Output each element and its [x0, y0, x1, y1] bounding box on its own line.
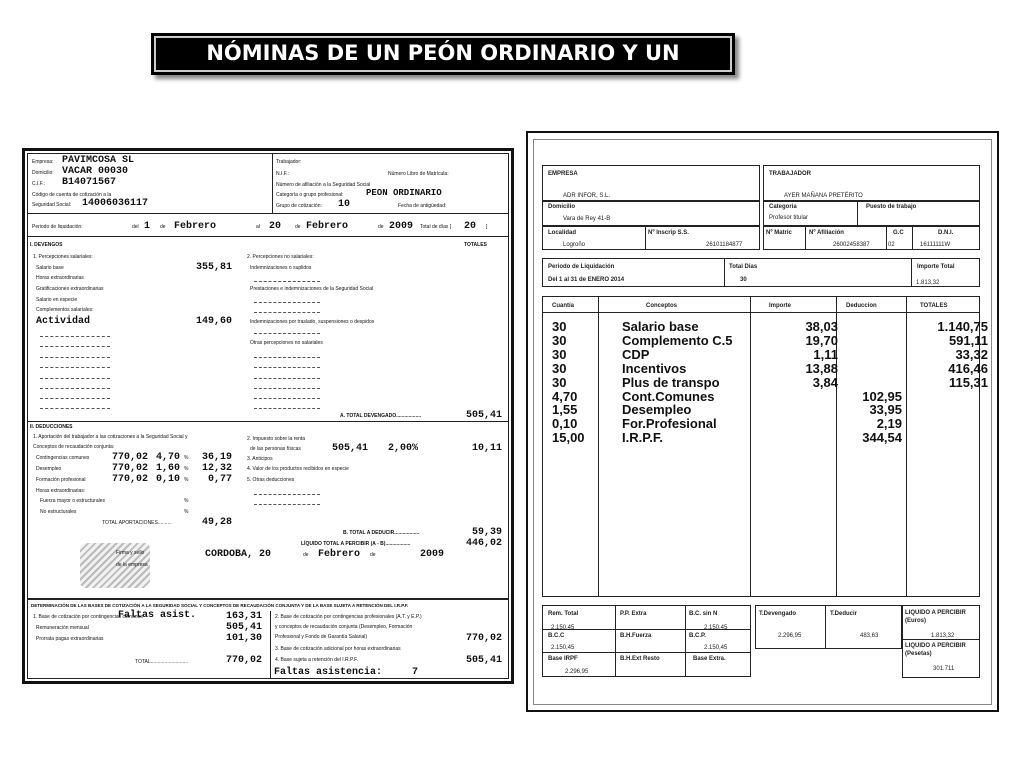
salario-base-label: Salario base — [36, 265, 64, 271]
importe-total-value: 1.813,32 — [916, 280, 940, 286]
contingencias-base: 770,02 — [112, 452, 149, 463]
row-importe: 13,88 — [805, 360, 838, 376]
dni-label: D.N.I. — [938, 230, 954, 236]
pct-sign: % — [184, 466, 189, 472]
liquido-pesetas-label: LIQUIDO A PERCIBIR — [905, 643, 966, 649]
row-cuantia: 15,00 — [552, 430, 585, 446]
inscripcion-value: 26101184877 — [706, 242, 743, 248]
base-cp-value: 770,02 — [465, 633, 502, 644]
row-deduccion: 344,54 — [862, 430, 902, 446]
base-extra-label: Base Extra. — [693, 656, 726, 662]
base-irpf-value: 505,41 — [465, 655, 502, 666]
grupo-label: Grupo de cotización: — [276, 203, 322, 209]
formacion-base: 770,02 — [112, 474, 149, 485]
rem-total-value: 2.150,45 — [551, 625, 575, 631]
bh-fuerza-label: B.H.Fuerza — [620, 633, 652, 639]
pct-sign: % — [184, 455, 189, 461]
grupo-value: 10 — [338, 199, 351, 210]
euros-label: (Euros) — [905, 618, 926, 624]
otras-deducciones-label: 5. Otras deducciones — [247, 477, 295, 483]
bcc-label: B.C.C — [548, 633, 565, 639]
pesetas-label: (Pesetas) — [905, 651, 932, 657]
bcp-label: B.C.P. — [689, 633, 706, 639]
categoria-label: Categoría o grupo profesional: — [276, 192, 344, 198]
domicilio-value: VACAR 00030 — [62, 166, 129, 177]
irpf-label-2: de las personas físicas — [250, 446, 301, 452]
irpf-label: 2. Impuesto sobre la renta — [247, 436, 306, 442]
desempleo-pct: 1,60 — [156, 463, 181, 474]
faltas-asistencia-label: Faltas asistencia: — [274, 667, 383, 678]
liquido-euros-value: 1.813,32 — [931, 633, 955, 639]
row-importe: 3,84 — [812, 374, 838, 390]
row-concepto: I.R.P.F. — [622, 430, 663, 446]
percepciones-salariales-label: 1. Percepciones salariales: — [33, 254, 93, 260]
empresa-value: ADR INFOR, S.L. — [563, 193, 611, 199]
t-deducir-label: T.Deducir — [830, 611, 858, 617]
row-concepto: Plus de transpo — [622, 374, 720, 390]
bc-sin-n-label: B.C. sin N — [689, 611, 718, 617]
de-fecha-label: de — [303, 552, 309, 558]
irpf-value: 10,11 — [471, 443, 502, 454]
domicilio-label: Domicilio: — [32, 170, 54, 176]
formacion-pct: 0,10 — [156, 474, 181, 485]
lugar-fecha: CORDOBA, 20 — [205, 549, 272, 560]
bases-heading: DETERMINACIÓN DE LAS BASES DE COTIZACIÓN A LA SEGURIDAD SOCIAL Y CONCEPTOS DE RECAUDACIÓN CONJUNTA Y DE LA BASE SUJETA A RETENCIÓN DEL I.R.P.F. — [31, 603, 409, 608]
puesto-label: Puesto de trabajo — [866, 204, 917, 210]
afiliacion-value: 26002458387 — [833, 242, 870, 248]
total-deducir-value: 59,39 — [471, 527, 502, 538]
row-cuantia: 0,10 — [552, 416, 578, 432]
desempleo-value: 12,32 — [201, 463, 232, 474]
prorrata-value: 101,30 — [225, 633, 262, 644]
bcc-value: 2.150,45 — [551, 645, 575, 651]
total-aportaciones-label: TOTAL APORTACIONES.......... — [102, 520, 172, 526]
domicilio-label: Domicilio — [548, 204, 576, 210]
bcp-value: 2.150,45 — [704, 645, 728, 651]
row-cuantia: 30 — [552, 332, 567, 348]
col-conceptos: Conceptos — [646, 303, 678, 309]
formacion-label: Formación profesional — [36, 477, 86, 483]
gc-value: 02 — [888, 242, 895, 248]
aportacion-label: 1. Aportación del trabajador a las cotizaciones a la Seguridad Social y — [33, 434, 188, 440]
row-cuantia: 30 — [552, 319, 567, 334]
gratificaciones-label: Gratificaciones extraordinarias — [36, 286, 104, 292]
row-deduccion: 2,19 — [876, 416, 902, 432]
periodo-anio: 2009 — [389, 221, 414, 232]
deducciones-heading: II. DEDUCCIONES — [30, 424, 73, 430]
otras-percepciones-label: Otras percepciones no salariales — [250, 340, 323, 346]
rem-total-label: Rem. Total — [548, 611, 579, 617]
col-cuantia: Cuantía — [552, 303, 575, 309]
percepciones-no-salariales-label: 2. Percepciones no salariales: — [247, 254, 314, 260]
salario-especie-label: Salario en especie — [36, 297, 78, 303]
col-deduccion: Deduccion — [846, 303, 877, 309]
afiliacion-label: Nº Afiliación — [809, 230, 844, 236]
cif-value: B14071567 — [62, 177, 117, 188]
desempleo-label: Desempleo — [36, 466, 62, 472]
col-importe: Importe — [769, 303, 792, 309]
base-irpf-value: 2.296,95 — [565, 669, 589, 675]
horas-extra-ded-label: Horas extraordinarias: — [36, 488, 86, 494]
liquido-euros-label: LIQUIDO A PERCIBIR — [905, 610, 966, 616]
liquido-label: LÍQUIDO TOTAL A PERCIBIR (A - B).................. — [301, 541, 411, 547]
row-concepto: Complemento C.5 — [622, 332, 733, 348]
indemnizaciones-traslado-label: Indemnizaciones por traslado, suspensiones o despidos — [250, 319, 375, 325]
liquido-pesetas-value: 301.711 — [933, 666, 955, 672]
contingencias-pct: 4,70 — [156, 452, 181, 463]
de-label: de — [160, 224, 166, 230]
base-cp-label-2: y conceptos de recaudación conjunta (Desempleo, Formación — [275, 624, 413, 630]
domicilio-value: Vara de Rey 41-B — [563, 216, 611, 222]
total-bases-value: 770,02 — [225, 655, 262, 666]
ccc-value: 14006036117 — [82, 198, 149, 209]
base-cp-label-3: Profesional y Fondo de Garantía Salarial) — [275, 634, 367, 640]
total-dias-value: 20 — [464, 221, 477, 232]
prestaciones-label: Prestaciones e indemnizaciones de la Seguridad Social — [250, 286, 374, 292]
dni-value: 16111111W — [920, 242, 951, 248]
devengos-heading: I. DEVENGOS — [30, 242, 63, 248]
periodo-mes-fin: Febrero — [306, 221, 349, 232]
de3-label: de — [378, 224, 384, 230]
liquido-value: 446,02 — [465, 538, 502, 549]
total-dias-label: Total Dias — [729, 264, 758, 270]
indemnizaciones-label: Indemnizaciones o suplidos — [250, 265, 312, 271]
row-importe: 1,11 — [813, 346, 838, 362]
pct-sign: % — [184, 509, 189, 515]
periodo-label: Periodo de Liquidación — [548, 264, 615, 270]
row-concepto: Salario base — [622, 319, 699, 334]
faltas-asist-label: Faltas asist. — [118, 610, 197, 621]
contingencias-comunes-label: Contingencias comunes — [36, 455, 90, 461]
del-label: del — [132, 224, 139, 230]
remuneracion-value: 505,41 — [225, 622, 262, 633]
t-deducir-value: 483,63 — [860, 633, 879, 639]
bh-ext-resto-label: B.H.Ext Resto — [620, 656, 660, 662]
base-irpf-label: 4. Base sujeta a retención del I.R.P.F. — [275, 657, 359, 663]
localidad-label: Localidad — [548, 230, 577, 236]
formacion-value: 0,77 — [207, 474, 232, 485]
base-adicional-label: 3. Base de cotización adicional por horas extraordinarias — [275, 646, 401, 652]
pp-extra-label: P.P. Extra — [620, 611, 647, 617]
row-deduccion: 33,95 — [869, 402, 902, 418]
recaudacion-label: Conceptos de recaudación conjunta: — [33, 444, 115, 450]
no-estructurales-label: No estructurales — [40, 509, 77, 515]
row-concepto: For.Profesional — [622, 416, 717, 432]
al-label: al — [256, 224, 260, 230]
row-importe: 38,03 — [805, 319, 838, 334]
col-totales: TOTALES — [920, 303, 948, 309]
especie-label: 4. Valor de los productos recibidos en especie — [247, 466, 349, 472]
row-concepto: Desempleo — [622, 402, 692, 418]
total-deducir-label: B. TOTAL A DEDUCIR.................. — [343, 530, 420, 536]
total-devengado-value: 505,41 — [465, 410, 502, 421]
periodo-mes-inicio: Febrero — [174, 221, 217, 232]
total-dias-close: ] — [486, 224, 488, 230]
empresa-value: PAVIMCOSA SL — [62, 155, 135, 166]
empresa-label: EMPRESA — [548, 171, 578, 177]
row-total: 1.140,75 — [937, 319, 988, 334]
matricula-label: Nº Matric — [766, 230, 792, 236]
ccc-label: Código de cuenta de cotización a la — [32, 192, 112, 198]
de2-label: de — [295, 224, 301, 230]
base-cc-label: 1. Base de cotización por contingencias comunes — [33, 614, 143, 620]
row-concepto: Cont.Comunes — [622, 388, 715, 404]
row-concepto: Incentivos — [622, 360, 687, 376]
prorrata-label: Prorrata pagas extraordinarias — [36, 636, 104, 642]
periodo-dia-inicio: 1 — [144, 221, 151, 232]
empresa-label: Empresa: — [32, 159, 54, 165]
pct-sign: % — [184, 498, 189, 504]
periodo-value: Del 1 al 31 de ENERO 2014 — [548, 277, 625, 283]
base-cc-value: 163,31 — [225, 611, 262, 622]
totales-heading: TOTALES — [464, 242, 487, 248]
actividad-value: 149,60 — [195, 316, 232, 327]
periodo-dia-fin: 20 — [269, 221, 282, 232]
salario-base-value: 355,81 — [195, 262, 232, 273]
mes-fecha: Febrero — [318, 549, 361, 560]
categoria-value: PEON ORDINARIO — [366, 188, 442, 198]
row-cuantia: 30 — [552, 374, 567, 390]
anio-fecha: 2009 — [420, 549, 445, 560]
categoria-label: Categoría — [769, 204, 797, 210]
row-deduccion: 102,95 — [862, 388, 902, 404]
irpf-pct: 2,00% — [388, 443, 419, 454]
ss-label: Seguridad Social: — [32, 202, 72, 208]
afiliacion-label: Número de afiliación a la Seguridad Social — [276, 182, 371, 188]
row-cuantia: 30 — [552, 346, 567, 362]
libro-matricula-label: Número Libro de Matrícula: — [388, 171, 449, 177]
anticipos-label: 3. Anticipos — [247, 456, 273, 462]
antiguedad-label: Fecha de antigüedad: — [398, 203, 447, 209]
complementos-label: Complementos salariales: — [36, 307, 94, 313]
base-irpf-label: Base IRPF — [548, 656, 578, 662]
actividad-label: Actividad — [36, 316, 91, 327]
page-title: NÓMINAS DE UN PEÓN ORDINARIO Y UN PROFESOR — [151, 33, 735, 75]
row-total: 591,11 — [948, 332, 988, 348]
importe-total-label: Importe Total — [917, 264, 955, 270]
firma-label: Firma y sello — [116, 550, 145, 556]
row-importe: 19,70 — [805, 332, 838, 348]
row-total: 416,46 — [948, 360, 988, 376]
horas-extra-label: Horas extraordinarias — [36, 275, 84, 281]
row-cuantia: 30 — [552, 360, 567, 376]
trabajador-label: Trabajador: — [276, 159, 302, 165]
irpf-base: 505,41 — [332, 443, 369, 454]
row-cuantia: 4,70 — [552, 388, 578, 404]
total-dias-value: 30 — [740, 277, 747, 283]
localidad-value: Logroño — [563, 242, 586, 248]
base-cp-label: 2. Base de cotización por contingencias profesionales (A.T. y E.P.) — [275, 614, 422, 620]
empresa-firma-label: de la empresa — [116, 562, 148, 568]
total-bases-label: TOTAL........................... — [135, 659, 189, 665]
total-devengado-label: A. TOTAL DEVENGADO.................. — [340, 413, 422, 419]
contingencias-value: 36,19 — [201, 452, 232, 463]
desempleo-base: 770,02 — [112, 463, 149, 474]
nif-label: N.I.F.: — [276, 171, 290, 177]
total-dias-label: Total de días [ — [420, 224, 452, 230]
fuerza-mayor-label: Fuerza mayor o estructurales — [40, 498, 106, 504]
trabajador-label: TRABAJADOR — [769, 171, 811, 177]
remuneracion-label: Remuneración mensual — [36, 625, 89, 631]
total-aportaciones-value: 49,28 — [201, 517, 232, 528]
cif-label: C.I.F.: — [32, 181, 46, 187]
bc-sin-n-value: 2.150,45 — [704, 625, 728, 631]
pct-sign: % — [184, 477, 189, 483]
periodo-label: Periodo de liquidación: — [32, 224, 83, 230]
inscripcion-label: Nº Inscrip S.S. — [648, 230, 689, 236]
de2-fecha-label: de — [370, 552, 376, 558]
t-devengado-value: 2.296,95 — [778, 633, 802, 639]
categoria-value: Profesor titular — [769, 215, 809, 221]
faltas-asistencia-value: 7 — [412, 667, 419, 678]
row-cuantia: 1,55 — [552, 402, 578, 418]
trabajador-value: AYER MAÑANA PRETÉRITO — [784, 193, 863, 199]
gc-label: G.C — [893, 230, 904, 236]
row-concepto: CDP — [622, 346, 650, 362]
row-total: 115,31 — [948, 374, 988, 390]
row-total: 33,32 — [955, 346, 988, 362]
t-devengado-label: T.Devengado — [759, 611, 797, 617]
